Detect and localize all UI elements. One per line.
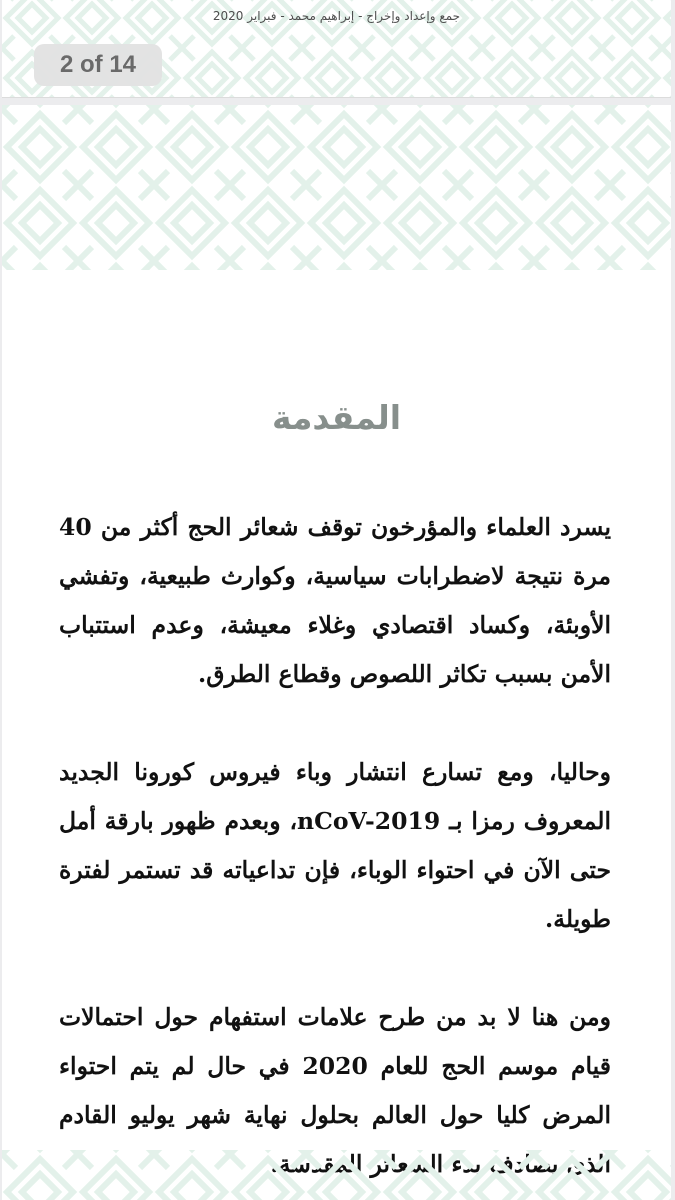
paragraph-2: وحاليا، ومع تسارع انتشار وباء فيروس كورونا الجديد المعروف رمزا بـ nCoV-2019، وبعدم ظهور بارقة أمل حتى الآن في احتواء الوباء، فإن تداعياته قد تستمر لفترة طويلة. — [59, 758, 611, 933]
page-title: المقدمة — [271, 398, 402, 437]
decorative-pattern-top — [2, 105, 671, 270]
document-page[interactable] — [2, 105, 671, 1200]
page-counter-badge: 2 of 14 — [34, 44, 162, 86]
paragraph-3: ومن هنا لا بد من طرح علامات استفهام حول احتمالات قيام موسم الحج للعام 2020 في حال لم يتم احتواء المرض كليا حول العالم بحلول نهاية شهر يوليو القادم — [59, 1003, 611, 1129]
paragraph-1: يسرد العلماء والمؤرخون توقف شعائر الحج أكثر من 40 مرة نتيجة لاضطرابات سياسية، وكوارث طبيعية، وتفشي الأوبئة، وكساد اقتصادي وغلاء معيشة، وعدم استتباب الأمن بسبب تكاثر اللصوص وقطاع الطرق. — [59, 513, 611, 688]
decorative-pattern-bottom — [2, 1150, 671, 1200]
body-text — [2, 503, 671, 1189]
previous-page-footer-credit: جمع وإعداد وإخراج - إبراهيم محمد - فبراير 2020 — [212, 9, 461, 23]
